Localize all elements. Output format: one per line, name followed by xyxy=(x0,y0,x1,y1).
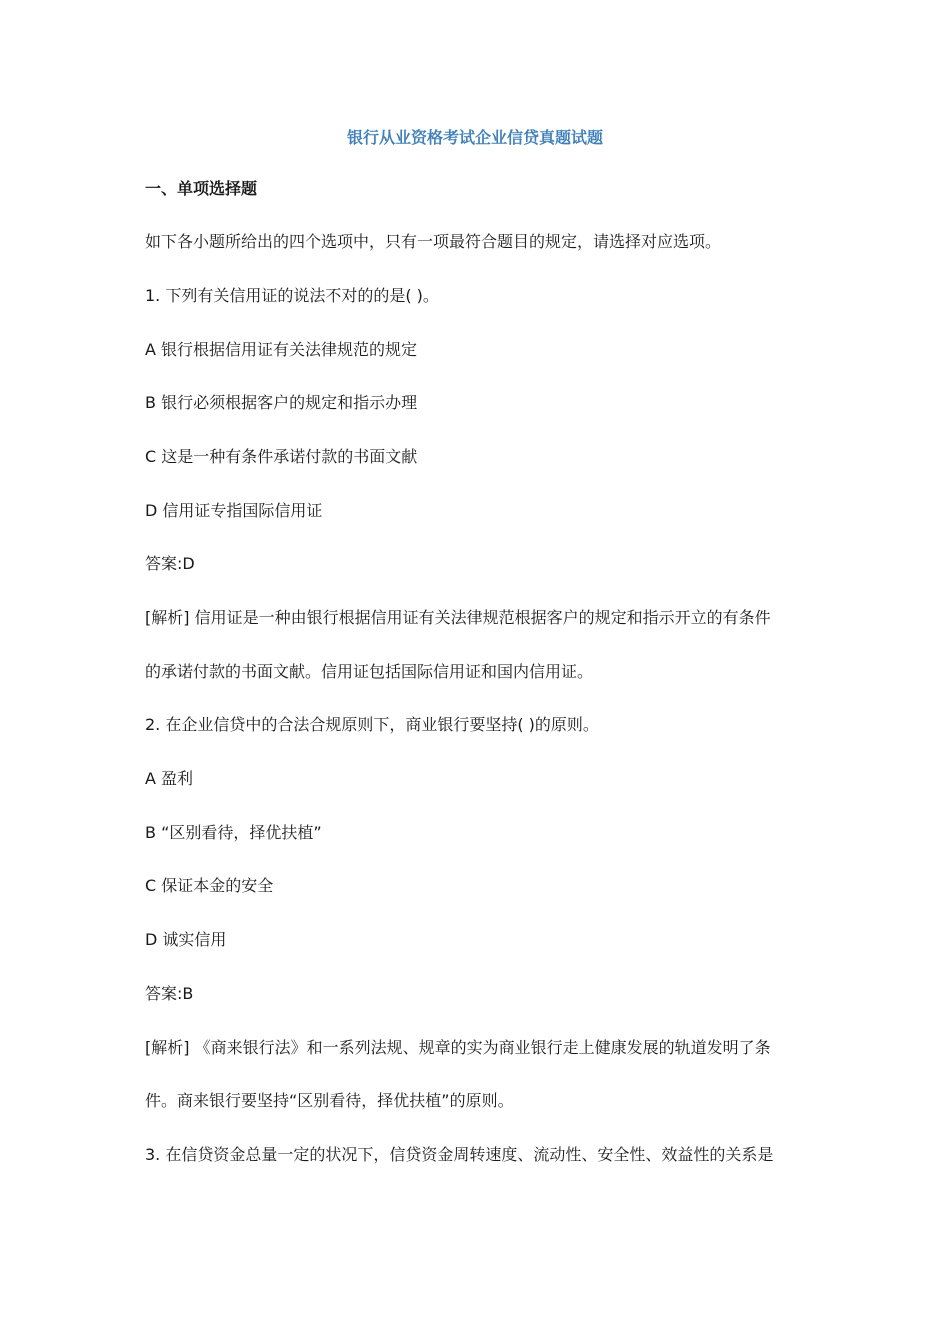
question-2-answer: 答案:B xyxy=(145,984,194,1003)
question-3-stem: 3. 在信贷资金总量一定的状况下，信贷资金周转速度、流动性、安全性、效益性的关系是 xyxy=(145,1145,774,1164)
question-1-stem: 1. 下列有关信用证的说法不对的的是( )。 xyxy=(145,286,439,305)
question-2-analysis-line-2: 件。商来银行要坚持“区别看待，择优扶植”的原则。 xyxy=(145,1091,514,1110)
document-title: 银行从业资格考试企业信贷真题试题 xyxy=(346,128,603,147)
question-2-option-c: C 保证本金的安全 xyxy=(145,876,274,895)
section-heading: 一、单项选择题 xyxy=(145,179,258,198)
question-1-option-d: D 信用证专指国际信用证 xyxy=(145,501,323,520)
question-1-analysis-line-1: [解析] 信用证是一种由银行根据信用证有关法律规范根据客户的规定和指示开立的有条件 xyxy=(145,608,771,627)
question-1-analysis-line-2: 的承诺付款的书面文献。信用证包括国际信用证和国内信用证。 xyxy=(145,662,594,681)
question-2-stem: 2. 在企业信贷中的合法合规原则下，商业银行要坚持( )的原则。 xyxy=(145,715,599,734)
question-2-option-a: A 盈利 xyxy=(145,769,194,788)
instructions-text: 如下各小题所给出的四个选项中，只有一项最符合题目的规定，请选择对应选项。 xyxy=(145,232,722,251)
question-1-answer: 答案:D xyxy=(145,554,195,573)
question-1-option-c: C 这是一种有条件承诺付款的书面文献 xyxy=(145,447,418,466)
question-2-option-d: D 诚实信用 xyxy=(145,930,227,949)
question-2-analysis-line-1: [解析] 《商来银行法》和一系列法规、规章的实为商业银行走上健康发展的轨道发明了条 xyxy=(145,1038,771,1057)
question-2-option-b: B “区别看待，择优扶植” xyxy=(145,823,322,842)
question-1-option-b: B 银行必须根据客户的规定和指示办理 xyxy=(145,393,418,412)
question-1-option-a: A 银行根据信用证有关法律规范的规定 xyxy=(145,340,418,359)
